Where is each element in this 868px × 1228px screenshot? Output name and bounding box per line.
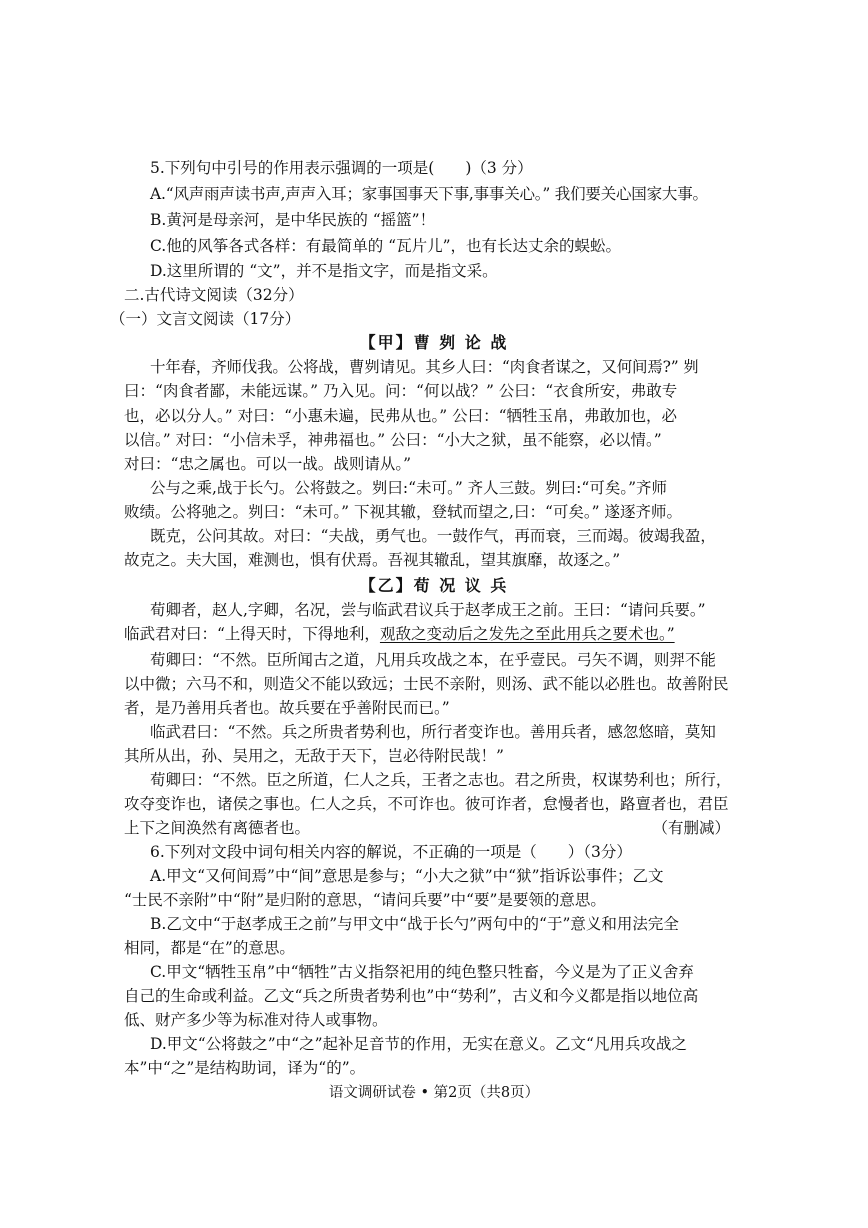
q5-option-b: B.黄河是母亲河，是中华民族的 “摇篮”！ [150, 211, 436, 229]
q5-option-d: D.这里所谓的 “文”，并不是指文字，而是指文采。 [150, 262, 498, 280]
page-footer: 语文调研试卷 • 第2页（共8页） [328, 1085, 540, 1101]
q6-option-line: “士民不亲附”中“附”是归附的意思，“请问兵要”中“要”是要领的意思。 [124, 891, 606, 909]
jia-line: 十年春，齐师伐我。公将战，曹刿请见。其乡人曰：“肉食者谋之，又何间焉?” 刿 [150, 358, 699, 376]
q6-option-line: C.甲文“牺牲玉帛”中“牺牲”古义指祭祀用的纯色整只牲畜，今义是为了正义舍弃 [150, 963, 694, 981]
q6-option-line: 低、财产多少等为标准对待人或事物。 [124, 1011, 388, 1029]
q6-option-line: 自己的生命或利益。乙文“兵之所贵者势利也”中“势利”，古义和今义都是指以地位高 [124, 987, 699, 1005]
q6-option-line: D.甲文“公将鼓之”中“之”起补足音节的作用，无实在意义。乙文“凡用兵攻战之 [150, 1035, 687, 1053]
yi-line: 攻夺变诈也，诸侯之事也。仁人之兵，不可诈也。彼可诈者，怠慢者也，路亶者也，君臣 [124, 795, 729, 813]
abridged-note: （有删减） [652, 819, 730, 837]
jia-line: 也，必以分人。” 对曰：“小惠未遍，民弗从也。” 公曰：“牺牲玉帛，弗敢加也，必 [124, 407, 678, 425]
yi-line: 临武君曰：“不然。兵之所贵者势利也，所行者变诈也。善用兵者，感忽悠暗，莫知 [150, 723, 716, 741]
yi-line-text: 临武君对曰：“上得天时，下得地利， [124, 625, 380, 643]
yi-line: 荀卿曰：“不然。臣所闻古之道，凡用兵攻战之本，在乎壹民。弓矢不调，则羿不能 [150, 651, 716, 669]
yi-line: 以中微；六马不和，则造父不能以致远；士民不亲附，则汤、武不能以必胜也。故善附民 [124, 675, 729, 693]
q5-stem: 5.下列句中引号的作用表示强调的一项是( )（3 分） [150, 159, 533, 177]
q6-option-line: 相同，都是“在”的意思。 [124, 939, 295, 957]
passage-yi-title: 【乙】荀 况 议 兵 [359, 576, 509, 595]
yi-line: 上下之间涣然有离德者也。 [124, 819, 311, 837]
jia-line: 曰：“肉食者鄙，未能远谋。” 乃入见。问：“何以战？” 公曰：“衣食所安，弗敢专 [124, 382, 678, 400]
q6-option-line: 本”中“之”是结构助词，译为“的”。 [124, 1059, 366, 1077]
q6-option-line: B.乙文中“于赵孝成王之前”与甲文中“战于长勺”两句中的“于”意义和用法完全 [150, 915, 679, 933]
jia-line: 公与之乘,战于长勺。公将鼓之。刿曰:“未可。” 齐人三鼓。刿曰:“可矣。”齐师 [150, 479, 667, 497]
yi-line: 荀卿曰：“不然。臣之所道，仁人之兵，王者之志也。君之所贵，权谋势利也；所行， [150, 771, 732, 789]
underlined-sentence: 观敌之变动后之发先之至此用兵之要术也。” [379, 625, 675, 643]
yi-line: 荀卿者，赵人,字卿，名况，尝与临武君议兵于赵孝成王之前。王曰：“请问兵要。” [150, 601, 706, 619]
section-title: 二.古代诗文阅读（32分） [124, 286, 304, 304]
jia-line: 败绩。公将驰之。刿曰：“未可。” 下视其辙，登轼而望之,曰：“可矣。” 遂逐齐师。 [124, 503, 682, 521]
q5-option-c: C.他的风筝各式各样：有最简单的 “瓦片儿”，也有长达丈余的蜈蚣。 [150, 237, 622, 255]
yi-line [124, 622, 754, 646]
subsection-title: （一）文言文阅读（17分） [110, 310, 301, 328]
jia-line: 故克之。夫大国，难测也，惧有伏焉。吾视其辙乱，望其旗靡，故逐之。” [124, 551, 621, 569]
q6-stem: 6.下列对文段中词句相关内容的解说，不正确的一项是（ ）（3分） [150, 843, 632, 861]
yi-line: 者，是乃善用兵者也。故兵要在乎善附民而已。” [124, 699, 450, 717]
jia-line: 既克，公问其故。对曰：“夫战，勇气也。一鼓作气，再而衰，三而竭。彼竭我盈， [150, 527, 716, 545]
passage-jia-title: 【甲】曹 刿 论 战 [359, 333, 509, 352]
q6-option-line: A.甲文“又何间焉”中“间”意思是参与；“小大之狱”中“狱”指诉讼事件；乙文 [150, 867, 664, 885]
jia-line: 对曰：“忠之属也。可以一战。战则请从。” [124, 455, 412, 473]
q5-option-a: A.“风声雨声读书声,声声入耳；家事国事天下事,事事关心。” 我们要关心国家大事。 [150, 185, 708, 203]
jia-line: 以信。” 对曰：“小信未孚，神弗福也。” 公曰：“小大之狱，虽不能察，必以情。” [124, 431, 662, 449]
yi-line: 其所从出，孙、吴用之，无敌于天下，岂必待附民哉！” [124, 747, 504, 765]
